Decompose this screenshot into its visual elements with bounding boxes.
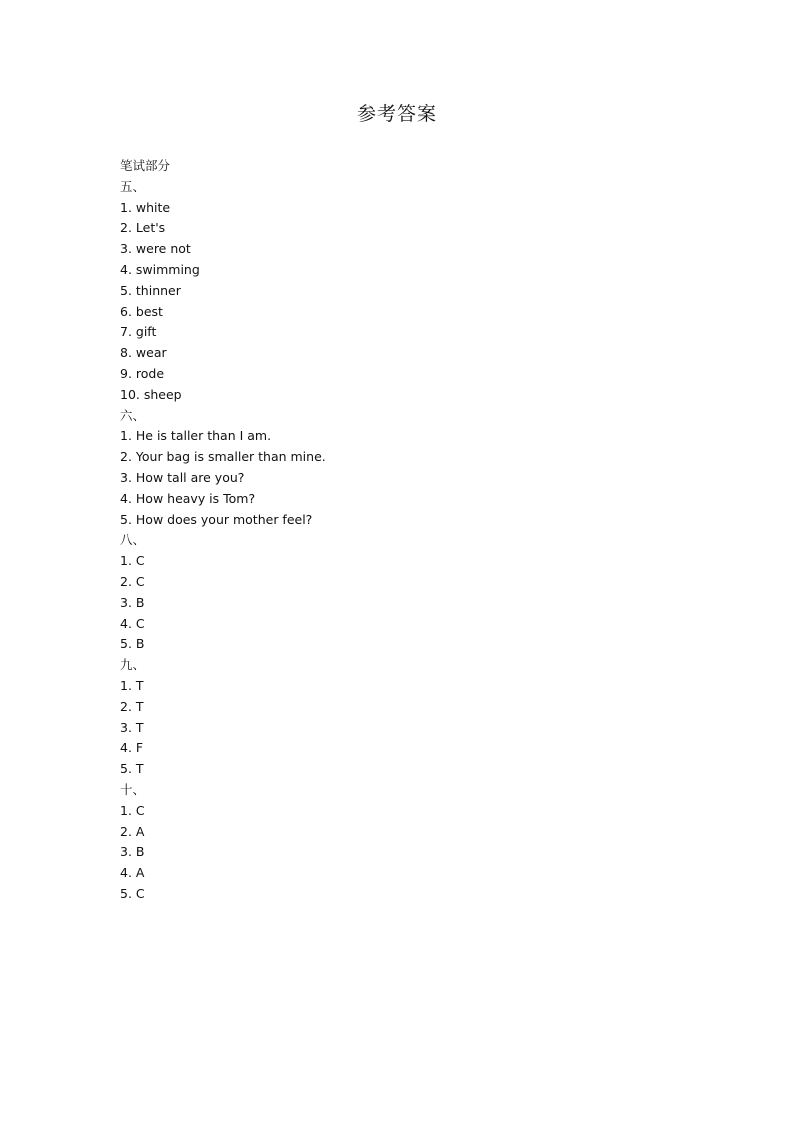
answer-line: 1. white [120, 199, 171, 215]
answer-line: 5. thinner [120, 282, 181, 298]
answer-line: 10. sheep [120, 386, 182, 402]
answer-content [120, 156, 680, 905]
answer-line: 4. A [120, 865, 145, 881]
answer-line: 2. Let's [120, 220, 166, 236]
answer-line: 8. wear [120, 345, 167, 361]
answer-line: 5. B [120, 636, 145, 652]
section-heading: 笔试部分 [120, 158, 171, 173]
answer-line: 4. swimming [120, 261, 200, 277]
answer-line: 2. A [120, 823, 145, 839]
answer-line: 5. C [120, 885, 145, 901]
answer-line: 2. T [120, 698, 144, 714]
answer-line: 5. How does your mother feel? [120, 511, 313, 527]
answer-line: 3. were not [120, 241, 191, 257]
group-label: 九、 [120, 657, 146, 673]
answer-line: 2. Your bag is smaller than mine. [120, 449, 326, 465]
answer-line: 3. B [120, 844, 145, 860]
answer-line: 3. T [120, 719, 144, 735]
group-label: 八、 [120, 532, 146, 548]
answer-line: 1. C [120, 802, 145, 818]
answer-line: 9. rode [120, 365, 165, 381]
group-label: 五、 [120, 178, 146, 194]
page-title: 参考答案 [356, 103, 437, 125]
answer-line: 4. F [120, 740, 144, 756]
answer-line: 4. How heavy is Tom? [120, 490, 256, 506]
answer-line: 7. gift [120, 324, 157, 340]
answer-line: 4. C [120, 615, 145, 631]
answer-line: 1. T [120, 677, 144, 693]
answer-line: 3. B [120, 594, 145, 610]
answer-line: 6. best [120, 303, 163, 319]
answer-line: 1. He is taller than I am. [120, 428, 272, 444]
group-label: 十、 [120, 781, 146, 797]
answer-line: 5. T [120, 761, 144, 777]
answer-line: 3. How tall are you? [120, 469, 245, 485]
answer-line: 1. C [120, 553, 145, 569]
answer-line: 2. C [120, 573, 145, 589]
group-label: 六、 [120, 407, 146, 423]
